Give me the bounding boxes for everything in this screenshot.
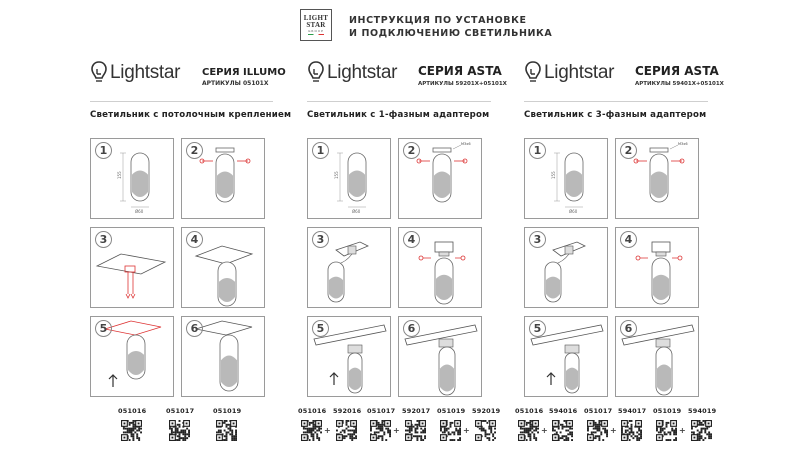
article-code: 592017	[402, 407, 431, 415]
article-code: 592016	[333, 407, 362, 415]
screw-tag: M3x6	[678, 142, 688, 146]
article-code: 051016	[515, 407, 544, 415]
separator-col3	[524, 101, 708, 102]
brand-name: Lightstar	[327, 62, 398, 83]
step-number: 1	[95, 142, 112, 159]
instruction-title	[349, 14, 552, 40]
step-number: 3	[312, 231, 329, 248]
height-dimension: 155	[551, 171, 556, 179]
column-title-col2: Светильник с 1-фазным адаптером	[307, 110, 490, 120]
plus-icon: +	[324, 426, 331, 435]
qr-code-icon[interactable]	[621, 420, 642, 441]
step-box	[181, 316, 265, 397]
step-number: 5	[95, 320, 112, 337]
qr-code-icon[interactable]	[587, 420, 608, 441]
step-number: 5	[312, 320, 329, 337]
screw-icon	[678, 256, 682, 260]
series-name-col3: СЕРИЯ ASTA	[635, 64, 719, 78]
qr-code-icon[interactable]	[121, 420, 142, 441]
mounting-plate	[650, 148, 668, 152]
step-box	[615, 316, 699, 397]
step-number: 2	[620, 142, 637, 159]
brand-name: Lightstar	[110, 62, 181, 83]
article-code: 051016	[298, 407, 327, 415]
plus-icon: +	[541, 426, 548, 435]
qr-code-icon[interactable]	[475, 420, 496, 441]
qr-code-icon[interactable]	[336, 420, 357, 441]
qr-code-icon[interactable]	[405, 420, 426, 441]
series-name-col2: СЕРИЯ ASTA	[418, 64, 502, 78]
plus-icon: +	[393, 426, 400, 435]
step-box	[181, 227, 265, 308]
step-number: 1	[312, 142, 329, 159]
spotlight-fixture	[216, 154, 234, 202]
step-box	[90, 138, 174, 219]
article-code: 592019	[472, 407, 501, 415]
series-name-col1: СЕРИЯ ILLUMO	[202, 67, 286, 78]
bulb-icon	[307, 60, 325, 86]
qr-code-icon[interactable]	[440, 420, 461, 441]
articles-col3: АРТИКУЛЫ 59401X+05101X	[635, 81, 724, 87]
step-number: 4	[620, 231, 637, 248]
spotlight-fixture	[565, 353, 579, 393]
logo-text-mid: STAR	[306, 20, 326, 29]
qr-code-icon[interactable]	[552, 420, 573, 441]
article-code: 594019	[688, 407, 717, 415]
qr-code-icon[interactable]	[518, 420, 539, 441]
spotlight-fixture	[348, 353, 362, 393]
ceiling-plate	[97, 254, 165, 274]
screw-tag: M3x6	[461, 142, 471, 146]
lightstar-group-logo	[300, 9, 332, 41]
step-box	[524, 227, 608, 308]
qr-code-icon[interactable]	[370, 420, 391, 441]
step-box	[307, 316, 391, 397]
mounting-plate	[433, 148, 451, 152]
separator-col2	[307, 101, 491, 102]
logo-text-sub: GROUP	[308, 28, 324, 33]
step-box	[398, 316, 482, 397]
step-box	[90, 227, 174, 308]
track-adapter	[652, 242, 670, 252]
spotlight-fixture	[650, 154, 668, 202]
qr-code-icon[interactable]	[656, 420, 677, 441]
width-dimension: Ø60	[569, 209, 578, 214]
instruction-line-2: И ПОДКЛЮЧЕНИЮ СВЕТИЛЬНИКА	[349, 28, 553, 39]
logo-text-top: LIGHT	[303, 13, 329, 22]
step-box	[90, 316, 174, 397]
brand-logo-col3	[524, 60, 614, 86]
step-box	[524, 316, 608, 397]
spotlight-fixture	[131, 153, 149, 201]
qr-code-icon[interactable]	[169, 420, 190, 441]
step-box	[307, 227, 391, 308]
mounting-plate	[216, 148, 234, 152]
spotlight-fixture	[656, 347, 672, 395]
screw-icon	[461, 256, 465, 260]
height-dimension: 155	[117, 171, 122, 179]
ceiling-plate	[196, 246, 252, 264]
step-box	[615, 138, 699, 219]
spotlight-fixture	[127, 335, 145, 379]
article-code: 051017	[367, 407, 396, 415]
step-box	[615, 227, 699, 308]
step-box	[398, 227, 482, 308]
spotlight-fixture	[433, 154, 451, 202]
width-dimension: Ø60	[135, 209, 144, 214]
screw-icon	[636, 256, 640, 260]
width-dimension: Ø60	[352, 209, 361, 214]
spotlight-fixture	[439, 347, 455, 395]
qr-code-icon[interactable]	[216, 420, 237, 441]
step-number: 4	[403, 231, 420, 248]
bulb-icon	[90, 60, 108, 86]
screw-icon	[419, 256, 423, 260]
spotlight-fixture	[652, 258, 670, 304]
spotlight-fixture	[348, 153, 366, 201]
plus-icon: +	[610, 426, 617, 435]
step-number: 3	[95, 231, 112, 248]
separator-col1	[90, 101, 273, 102]
article-code: 051019	[213, 407, 242, 415]
brand-logo-col2	[307, 60, 397, 86]
step-box	[181, 138, 265, 219]
step-number: 4	[186, 231, 203, 248]
height-dimension: 155	[334, 171, 339, 179]
articles-col2: АРТИКУЛЫ 59201X+05101X	[418, 81, 507, 87]
step-number: 2	[403, 142, 420, 159]
article-code: 594017	[618, 407, 647, 415]
step-box	[398, 138, 482, 219]
brand-name: Lightstar	[544, 62, 615, 83]
article-code: 051017	[584, 407, 613, 415]
qr-code-icon[interactable]	[691, 420, 712, 441]
step-number: 3	[529, 231, 546, 248]
plus-icon: +	[463, 426, 470, 435]
step-number: 6	[186, 320, 203, 337]
ceiling-plate	[196, 321, 252, 335]
brand-logo-col1	[90, 60, 180, 86]
spotlight-fixture	[545, 262, 561, 302]
article-code: 051019	[653, 407, 682, 415]
spotlight-fixture	[565, 153, 583, 201]
step-number: 2	[186, 142, 203, 159]
step-number: 6	[620, 320, 637, 337]
instruction-line-1: ИНСТРУКЦИЯ ПО УСТАНОВКЕ	[349, 15, 527, 26]
articles-col1: АРТИКУЛЫ 05101X	[202, 80, 269, 87]
step-number: 1	[529, 142, 546, 159]
up-arrow-icon	[330, 373, 338, 385]
spotlight-fixture	[328, 262, 344, 302]
track-adapter	[435, 242, 453, 252]
article-code: 051017	[166, 407, 195, 415]
column-title-col3: Светильник с 3-фазным адаптером	[524, 110, 707, 120]
article-code: 594016	[549, 407, 578, 415]
step-number: 6	[403, 320, 420, 337]
spotlight-fixture	[220, 335, 238, 391]
ceiling-plate	[105, 321, 161, 335]
up-arrow-icon	[547, 373, 555, 385]
step-box	[524, 138, 608, 219]
qr-code-icon[interactable]	[301, 420, 322, 441]
up-arrow-icon	[109, 375, 117, 387]
article-code: 051019	[437, 407, 466, 415]
plus-icon: +	[679, 426, 686, 435]
step-number: 5	[529, 320, 546, 337]
spotlight-fixture	[435, 258, 453, 304]
column-title-col1: Светильник с потолочным креплением	[90, 110, 292, 120]
italian-flag-stripe	[308, 34, 324, 36]
bulb-icon	[524, 60, 542, 86]
article-code: 051016	[118, 407, 147, 415]
step-box	[307, 138, 391, 219]
spotlight-fixture	[218, 262, 236, 306]
